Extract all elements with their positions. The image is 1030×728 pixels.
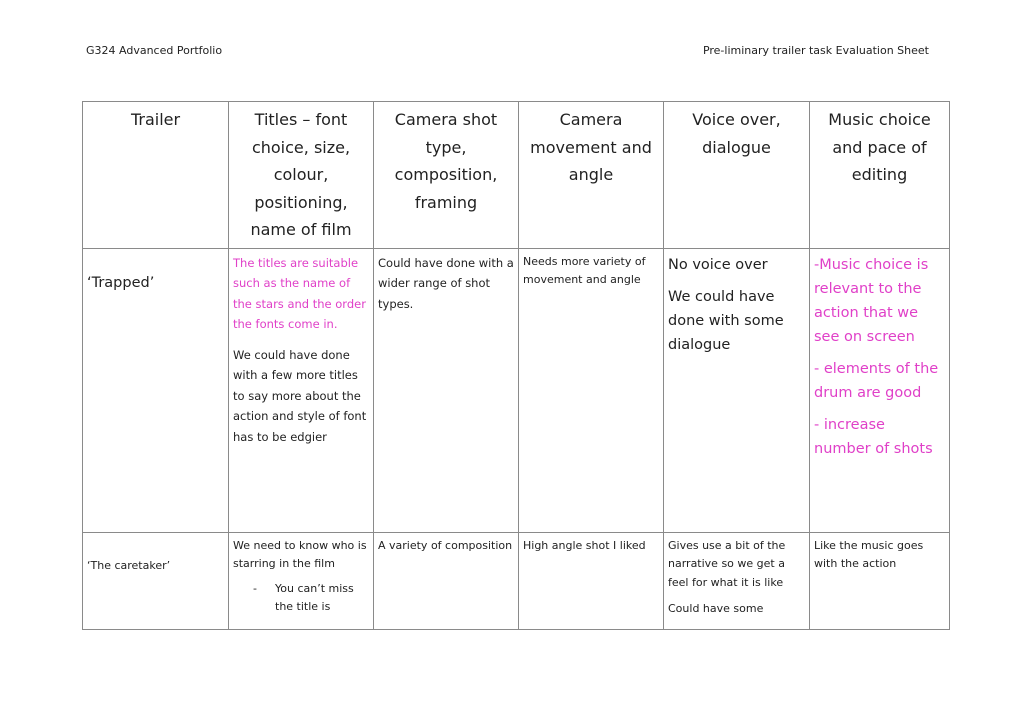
col-header-trailer: Trailer — [83, 102, 229, 249]
music-comment: Like the music goes with the action — [814, 538, 924, 570]
music-comment: -Music choice is relevant to the action that we see on screen — [814, 256, 929, 345]
camera-movement-cell — [519, 532, 664, 629]
header-left: G324 Advanced Portfolio — [86, 44, 223, 57]
list-item — [253, 580, 369, 617]
trailer-cell — [83, 248, 229, 532]
music-comment: - elements of the drum are good — [814, 360, 939, 401]
trailer-name: ‘Trapped’ — [87, 274, 155, 291]
header-row — [83, 102, 950, 249]
voice-comment: Could have some — [668, 602, 764, 615]
col-header-camera-movement: Camera movement and angle — [519, 102, 664, 249]
evaluation-table — [82, 101, 950, 630]
voice-comment: No voice over — [668, 256, 768, 273]
camera-shot-comment: A variety of composition — [378, 538, 513, 552]
titles-bullet-list — [233, 580, 369, 617]
camera-shot-comment: Could have done with a wider range of shot types. — [378, 255, 514, 311]
camera-movement-cell — [519, 248, 664, 532]
titles-bullet-text: You can’t miss the title is — [275, 581, 354, 613]
music-comment: - increase number of shots — [814, 416, 933, 457]
music-cell — [810, 532, 950, 629]
voice-comment: We could have done with some dialogue — [668, 288, 784, 353]
titles-comment: We need to know who is starring in the film — [233, 538, 367, 570]
col-header-titles: Titles – font choice, size, colour, positioning, name of film — [229, 102, 374, 249]
camera-shot-cell — [374, 532, 519, 629]
titles-comment: We could have done with a few more titles to say more about the action and style of font has to be edgier — [233, 347, 367, 444]
header-right: Pre-liminary trailer task Evaluation Sheet — [702, 44, 929, 57]
dash-bullet: - — [253, 581, 257, 595]
trailer-cell — [83, 532, 229, 629]
titles-cell — [229, 532, 374, 629]
voice-cell — [664, 532, 810, 629]
camera-movement-comment: Needs more variety of movement and angle — [523, 254, 646, 286]
camera-movement-comment: High angle shot I liked — [523, 538, 646, 552]
music-cell — [810, 248, 950, 532]
table-row — [83, 248, 950, 532]
trailer-name: ‘The caretaker’ — [87, 558, 171, 572]
col-header-camera-shot: Camera shot type, composition, framing — [374, 102, 519, 249]
camera-shot-cell — [374, 248, 519, 532]
titles-comment: The titles are suitable such as the name of the stars and the order the fonts come in. — [233, 255, 366, 331]
voice-comment: Gives use a bit of the narrative so we get a feel for what it is like — [668, 538, 786, 589]
titles-cell — [229, 248, 374, 532]
col-header-voice: Voice over, dialogue — [664, 102, 810, 249]
voice-cell — [664, 248, 810, 532]
table-row — [83, 532, 950, 629]
col-header-music: Music choice and pace of editing — [810, 102, 950, 249]
